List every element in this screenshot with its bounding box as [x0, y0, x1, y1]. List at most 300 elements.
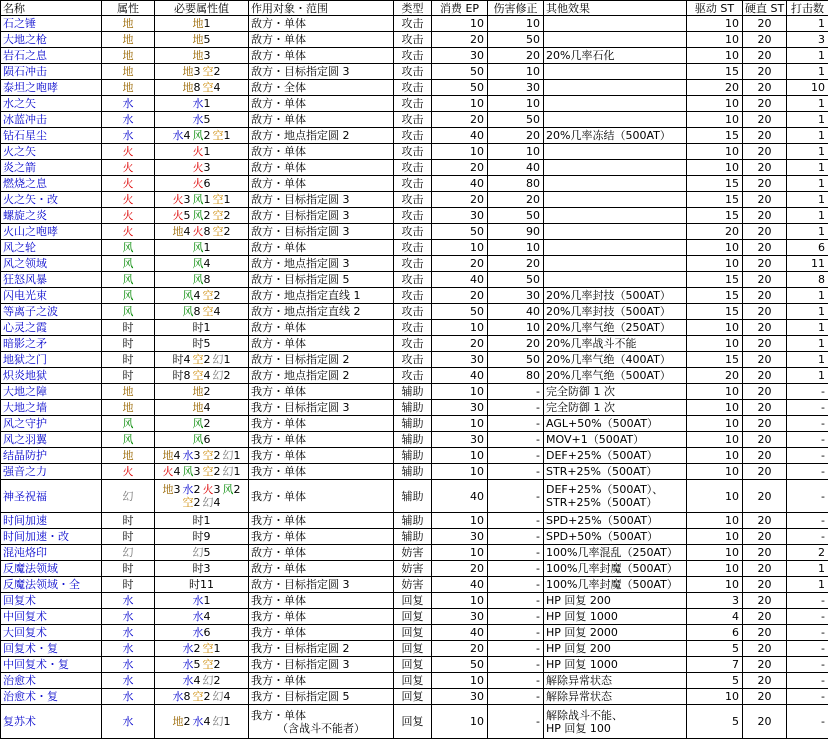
cell-other — [544, 529, 687, 545]
req-segment — [183, 65, 201, 78]
cell-stiff: 20 — [743, 384, 787, 400]
req-element: 火 — [192, 225, 204, 238]
cell-ep: 30 — [432, 48, 488, 64]
req-element: 时 — [192, 337, 204, 350]
other-text: 完全防御 1 次 — [546, 401, 615, 414]
target-note: （含战斗不能者） — [277, 721, 365, 735]
req-element: 空 — [202, 289, 214, 302]
cell-ep: 10 — [432, 384, 488, 400]
target-text: 我方・单体 — [251, 594, 306, 607]
req-value: 4 — [203, 610, 211, 623]
req-segment — [193, 417, 211, 430]
cell-target — [249, 577, 394, 593]
req-segment — [193, 433, 211, 446]
cell-type: 攻击 — [394, 224, 432, 240]
cell-hits: 1 — [787, 224, 828, 240]
cell-stiff: 20 — [743, 593, 787, 609]
cell-dmg: - — [488, 384, 544, 400]
cell-drive: 3 — [687, 593, 743, 609]
table-row — [1, 432, 828, 448]
req-value: 8 — [183, 369, 191, 382]
cell-name: 水之矢 — [1, 96, 102, 112]
req-element: 幻 — [202, 674, 214, 687]
req-value: 6 — [203, 177, 211, 190]
cell-attr: 火 — [102, 160, 155, 176]
cell-name: 神圣祝福 — [1, 480, 102, 513]
cell-hits: 1 — [787, 128, 828, 144]
target-text: 敌方・地点指定圆 2 — [251, 369, 350, 382]
other-text: HP 回复 1000 — [546, 610, 618, 623]
req-element: 水 — [192, 113, 204, 126]
cell-ep: 30 — [432, 609, 488, 625]
req-value: 6 — [203, 433, 211, 446]
req-value: 1 — [203, 514, 211, 527]
cell-type: 攻击 — [394, 80, 432, 96]
table-row — [1, 705, 828, 739]
req-value: 4 — [173, 465, 181, 478]
cell-drive: 10 — [687, 336, 743, 352]
cell-drive: 10 — [687, 32, 743, 48]
cell-attr: 地 — [102, 80, 155, 96]
cell-req — [155, 657, 249, 673]
other-text: 20%几率封技（500AT） — [546, 289, 671, 302]
cell-attr: 水 — [102, 689, 155, 705]
cell-type: 攻击 — [394, 192, 432, 208]
req-segment — [193, 241, 211, 254]
req-segment — [193, 97, 211, 110]
req-value: 1 — [233, 465, 241, 478]
req-element: 幻 — [192, 546, 204, 559]
cell-stiff: 20 — [743, 80, 787, 96]
cell-stiff: 20 — [743, 128, 787, 144]
cell-dmg: 80 — [488, 368, 544, 384]
cell-req — [155, 689, 249, 705]
cell-target — [249, 336, 394, 352]
cell-req — [155, 48, 249, 64]
other-text: 完全防御 1 次 — [546, 385, 615, 398]
cell-attr: 水 — [102, 128, 155, 144]
cell-target — [249, 64, 394, 80]
table-row — [1, 545, 828, 561]
cell-target — [249, 464, 394, 480]
cell-dmg: - — [488, 577, 544, 593]
cell-type: 回复 — [394, 673, 432, 689]
cell-dmg: - — [488, 689, 544, 705]
cell-name: 中回复术 — [1, 609, 102, 625]
cell-target — [249, 625, 394, 641]
req-value: 4 — [223, 690, 231, 703]
cell-name: 时间加速・改 — [1, 529, 102, 545]
req-segment — [213, 715, 231, 728]
req-element: 水 — [192, 610, 204, 623]
cell-target — [249, 513, 394, 529]
cell-drive: 10 — [687, 416, 743, 432]
table-row — [1, 464, 828, 480]
target-text: 敌方・单体 — [251, 337, 306, 350]
cell-other — [544, 160, 687, 176]
req-value: 2 — [193, 496, 201, 509]
cell-ep: 40 — [432, 625, 488, 641]
target-text: 我方・单体 — [251, 610, 306, 623]
cell-drive: 10 — [687, 689, 743, 705]
req-value: 8 — [203, 273, 211, 286]
cell-name: 反魔法领域・全 — [1, 577, 102, 593]
req-element: 空 — [192, 369, 204, 382]
cell-other — [544, 545, 687, 561]
req-element: 地 — [162, 483, 174, 496]
req-segment — [183, 465, 201, 478]
target-text: 敌方・单体 — [251, 33, 306, 46]
req-value: 2 — [203, 385, 211, 398]
cell-name: 大地之枪 — [1, 32, 102, 48]
cell-hits: 1 — [787, 96, 828, 112]
cell-dmg: - — [488, 609, 544, 625]
cell-other — [544, 272, 687, 288]
cell-drive: 5 — [687, 673, 743, 689]
cell-dmg: - — [488, 625, 544, 641]
cell-other — [544, 384, 687, 400]
cell-stiff: 20 — [743, 336, 787, 352]
cell-hits: - — [787, 416, 828, 432]
cell-name: 泰坦之咆哮 — [1, 80, 102, 96]
cell-hits: 1 — [787, 288, 828, 304]
cell-name: 中回复术・复 — [1, 657, 102, 673]
req-segment — [193, 321, 211, 334]
cell-drive: 10 — [687, 256, 743, 272]
cell-hits: 10 — [787, 80, 828, 96]
cell-other — [544, 48, 687, 64]
req-value: 1 — [203, 193, 211, 206]
cell-stiff: 20 — [743, 112, 787, 128]
table-row — [1, 304, 828, 320]
cell-ep: 10 — [432, 240, 488, 256]
req-value: 4 — [203, 401, 211, 414]
cell-name: 陨石冲击 — [1, 64, 102, 80]
header-ep: 消费 EP — [432, 1, 488, 16]
table-row — [1, 400, 828, 416]
cell-ep: 20 — [432, 160, 488, 176]
req-value: 1 — [203, 241, 211, 254]
target-text: 我方・单体 — [251, 674, 306, 687]
cell-dmg: - — [488, 432, 544, 448]
header-type: 类型 — [394, 1, 432, 16]
cell-other — [544, 416, 687, 432]
cell-other — [544, 480, 687, 513]
cell-dmg: - — [488, 400, 544, 416]
req-value: 8 — [193, 305, 201, 318]
req-segment — [193, 113, 211, 126]
cell-hits: - — [787, 689, 828, 705]
target-text: 我方・单体 — [251, 626, 306, 639]
cell-dmg: - — [488, 673, 544, 689]
target-text: 敌方・单体 — [251, 113, 306, 126]
other-text: MOV+1（500AT） — [546, 433, 645, 446]
other-text: HP 回复 200 — [546, 642, 611, 655]
cell-attr: 水 — [102, 657, 155, 673]
cell-dmg: - — [488, 448, 544, 464]
cell-drive: 20 — [687, 368, 743, 384]
req-value: 11 — [200, 578, 214, 591]
cell-attr: 火 — [102, 224, 155, 240]
target-text: 敌方・目标指定圆 3 — [251, 225, 350, 238]
cell-other — [544, 625, 687, 641]
cell-req — [155, 593, 249, 609]
req-segment — [193, 715, 211, 728]
cell-ep: 30 — [432, 208, 488, 224]
cell-req — [155, 32, 249, 48]
req-value: 2 — [213, 674, 221, 687]
cell-hits: - — [787, 657, 828, 673]
cell-type: 攻击 — [394, 128, 432, 144]
cell-type: 攻击 — [394, 64, 432, 80]
cell-hits: - — [787, 432, 828, 448]
cell-ep: 10 — [432, 416, 488, 432]
cell-drive: 7 — [687, 657, 743, 673]
cell-drive: 15 — [687, 288, 743, 304]
req-element: 火 — [162, 465, 174, 478]
cell-other — [544, 288, 687, 304]
cell-type: 回复 — [394, 593, 432, 609]
cell-target — [249, 352, 394, 368]
req-segment — [203, 465, 221, 478]
cell-ep: 10 — [432, 464, 488, 480]
cell-attr: 风 — [102, 416, 155, 432]
req-segment — [213, 225, 231, 238]
req-value: 6 — [203, 626, 211, 639]
cell-target — [249, 144, 394, 160]
cell-type: 辅助 — [394, 480, 432, 513]
table-row — [1, 112, 828, 128]
cell-req — [155, 673, 249, 689]
cell-hits: - — [787, 480, 828, 513]
cell-ep: 10 — [432, 673, 488, 689]
req-value: 1 — [223, 129, 231, 142]
cell-type: 攻击 — [394, 160, 432, 176]
cell-stiff: 20 — [743, 609, 787, 625]
req-element: 水 — [182, 658, 194, 671]
cell-hits: 1 — [787, 176, 828, 192]
other-text: 100%几率混乱（250AT） — [546, 546, 678, 559]
cell-target — [249, 224, 394, 240]
cell-target — [249, 545, 394, 561]
cell-hits: 1 — [787, 48, 828, 64]
cell-hits: - — [787, 513, 828, 529]
cell-name: 狂怒风暴 — [1, 272, 102, 288]
cell-target — [249, 609, 394, 625]
other-text: HP 回复 200 — [546, 594, 611, 607]
cell-name: 时间加速 — [1, 513, 102, 529]
cell-type: 攻击 — [394, 368, 432, 384]
cell-type: 辅助 — [394, 400, 432, 416]
cell-ep: 50 — [432, 80, 488, 96]
cell-stiff: 20 — [743, 673, 787, 689]
cell-dmg: - — [488, 593, 544, 609]
req-element: 风 — [192, 193, 204, 206]
target-text: 我方・单体 — [251, 530, 306, 543]
cell-type: 辅助 — [394, 432, 432, 448]
req-element: 风 — [192, 129, 204, 142]
req-value: 2 — [213, 65, 221, 78]
req-segment — [189, 578, 214, 591]
cell-attr: 水 — [102, 625, 155, 641]
cell-dmg: - — [488, 657, 544, 673]
cell-name: 石之锤 — [1, 16, 102, 32]
cell-stiff: 20 — [743, 224, 787, 240]
cell-attr: 风 — [102, 304, 155, 320]
cell-target — [249, 641, 394, 657]
cell-attr: 幻 — [102, 480, 155, 513]
cell-ep: 10 — [432, 705, 488, 739]
req-value: 2 — [213, 658, 221, 671]
req-element: 风 — [192, 241, 204, 254]
req-element: 空 — [202, 65, 214, 78]
cell-type: 攻击 — [394, 288, 432, 304]
target-text: 敌方・单体 — [251, 17, 306, 30]
cell-target — [249, 593, 394, 609]
req-segment — [193, 610, 211, 623]
req-value: 3 — [173, 483, 181, 496]
req-element: 时 — [192, 321, 204, 334]
cell-other — [544, 112, 687, 128]
cell-req — [155, 480, 249, 513]
cell-req — [155, 80, 249, 96]
req-value: 3 — [213, 483, 221, 496]
req-segment — [203, 81, 221, 94]
cell-type: 攻击 — [394, 48, 432, 64]
header-dmg: 伤害修正 — [488, 1, 544, 16]
table-row — [1, 80, 828, 96]
cell-other — [544, 80, 687, 96]
cell-name: 闪电光束 — [1, 288, 102, 304]
req-element: 幻 — [212, 690, 224, 703]
table-row — [1, 593, 828, 609]
req-element: 风 — [182, 305, 194, 318]
req-segment — [213, 129, 231, 142]
req-value: 2 — [203, 417, 211, 430]
cell-drive: 10 — [687, 48, 743, 64]
req-segment — [193, 145, 211, 158]
cell-stiff: 20 — [743, 192, 787, 208]
cell-drive: 10 — [687, 320, 743, 336]
cell-drive: 10 — [687, 513, 743, 529]
req-value: 4 — [193, 289, 201, 302]
cell-attr: 风 — [102, 256, 155, 272]
cell-attr: 时 — [102, 336, 155, 352]
cell-attr: 时 — [102, 352, 155, 368]
cell-attr: 水 — [102, 112, 155, 128]
table-row — [1, 609, 828, 625]
cell-drive: 10 — [687, 464, 743, 480]
cell-name: 炽炎地狱 — [1, 368, 102, 384]
cell-drive: 10 — [687, 16, 743, 32]
req-element: 幻 — [202, 496, 214, 509]
target-text: 我方・单体 — [251, 514, 306, 527]
header-attr: 属性 — [102, 1, 155, 16]
req-segment — [213, 369, 231, 382]
table-row — [1, 625, 828, 641]
cell-stiff: 20 — [743, 625, 787, 641]
cell-dmg: - — [488, 545, 544, 561]
cell-attr: 时 — [102, 529, 155, 545]
cell-dmg: 50 — [488, 208, 544, 224]
cell-drive: 15 — [687, 304, 743, 320]
cell-stiff: 20 — [743, 208, 787, 224]
cell-drive: 15 — [687, 176, 743, 192]
req-segment — [163, 449, 181, 462]
req-element: 空 — [192, 353, 204, 366]
req-value: 4 — [193, 674, 201, 687]
cell-name: 风之守护 — [1, 416, 102, 432]
cell-other — [544, 400, 687, 416]
cell-name: 冰蓝冲击 — [1, 112, 102, 128]
req-element: 火 — [192, 177, 204, 190]
req-value: 2 — [213, 289, 221, 302]
target-text: 敌方・单体 — [251, 562, 306, 575]
cell-target — [249, 304, 394, 320]
req-element: 地 — [172, 225, 184, 238]
req-element: 水 — [182, 483, 194, 496]
cell-hits: - — [787, 609, 828, 625]
cell-ep: 40 — [432, 176, 488, 192]
other-text: 20%几率战斗不能 — [546, 337, 637, 350]
cell-stiff: 20 — [743, 464, 787, 480]
cell-drive: 20 — [687, 80, 743, 96]
cell-dmg: - — [488, 529, 544, 545]
cell-hits: 1 — [787, 577, 828, 593]
req-segment — [173, 353, 191, 366]
cell-attr: 火 — [102, 208, 155, 224]
cell-type: 妨害 — [394, 545, 432, 561]
cell-name: 反魔法领域 — [1, 561, 102, 577]
req-element: 水 — [192, 594, 204, 607]
cell-name: 等离子之波 — [1, 304, 102, 320]
cell-req — [155, 561, 249, 577]
cell-ep: 20 — [432, 641, 488, 657]
cell-stiff: 20 — [743, 641, 787, 657]
cell-stiff: 20 — [743, 657, 787, 673]
cell-attr: 火 — [102, 464, 155, 480]
target-text: 敌方・单体 — [251, 49, 306, 62]
req-element: 水 — [192, 715, 204, 728]
cell-name: 大地之墙 — [1, 400, 102, 416]
cell-target — [249, 16, 394, 32]
cell-type: 辅助 — [394, 513, 432, 529]
cell-type: 攻击 — [394, 16, 432, 32]
cell-target — [249, 400, 394, 416]
req-segment — [213, 209, 231, 222]
cell-req — [155, 641, 249, 657]
cell-req — [155, 448, 249, 464]
cell-hits: - — [787, 705, 828, 739]
req-segment — [193, 369, 211, 382]
req-element: 地 — [172, 715, 184, 728]
req-value: 2 — [223, 369, 231, 382]
req-value: 4 — [203, 715, 211, 728]
cell-stiff: 20 — [743, 529, 787, 545]
req-value: 2 — [213, 449, 221, 462]
cell-req — [155, 192, 249, 208]
cell-other — [544, 144, 687, 160]
cell-req — [155, 352, 249, 368]
cell-target — [249, 561, 394, 577]
cell-attr: 风 — [102, 240, 155, 256]
req-value: 5 — [203, 546, 211, 559]
table-row — [1, 64, 828, 80]
table-row — [1, 577, 828, 593]
req-segment — [183, 642, 201, 655]
req-segment — [193, 257, 211, 270]
cell-attr: 幻 — [102, 545, 155, 561]
